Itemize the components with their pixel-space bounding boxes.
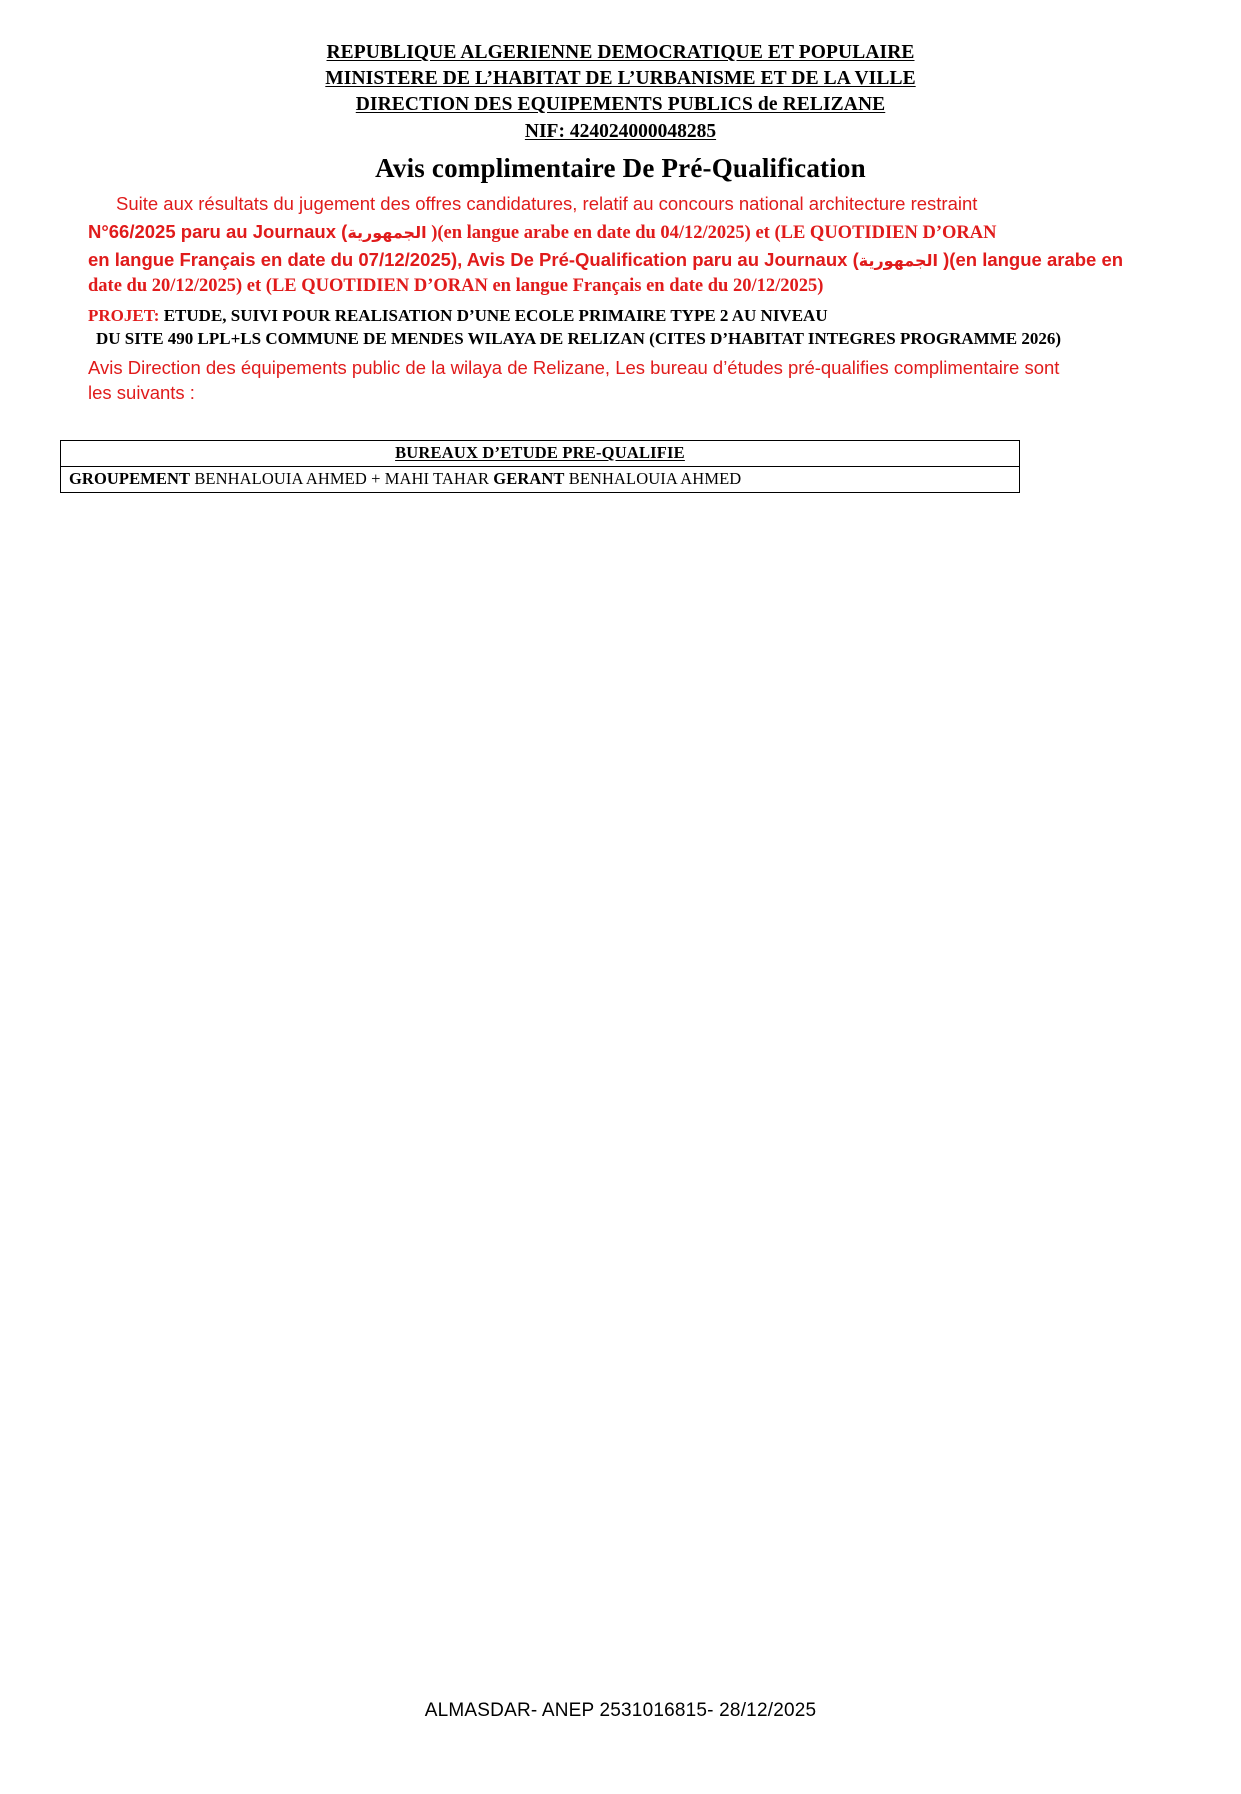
notice-part-1: N°66/2025 paru au Journaux (: [88, 221, 348, 243]
document-page: [0, 40, 1241, 1794]
table-row: [61, 466, 1020, 492]
qualified-offices-table: [60, 440, 1020, 493]
closing-line-1: Avis Direction des équipements public de la wilaya de Relizane, Les bureau d’études pré-qualifies complimentaire sont: [88, 356, 1060, 378]
project-paragraph: [88, 304, 1153, 351]
notice-part-4: )(en langue arabe en: [938, 248, 1124, 270]
qualified-offices-table-wrapper: [60, 440, 1153, 493]
document-header: [0, 40, 1241, 186]
document-body: [88, 192, 1153, 405]
project-label: PROJET:: [88, 305, 160, 325]
header-line-republic: REPUBLIQUE ALGERIENNE DEMOCRATIQUE ET POPULAIRE: [326, 42, 915, 63]
notice-part-3: en langue Français en date du 07/12/2025), Avis De Pré-Qualification paru au Journaux (: [88, 248, 859, 270]
intro-paragraph: Suite aux résultats du jugement des offres candidatures, relatif au concours national architecture restraint: [116, 193, 978, 215]
label-groupement: GROUPEMENT: [69, 468, 191, 488]
gerant-name: BENHALOUIA AHMED: [564, 468, 742, 488]
page-title: Avis complimentaire De Pré-Qualification: [375, 153, 866, 184]
table-header-row: [61, 440, 1020, 466]
table-header-cell: BUREAUX D’ETUDE PRE-QUALIFIE: [61, 440, 1020, 466]
label-gerant: GERANT: [493, 468, 565, 488]
notice-arabic-1: الجمهورية: [347, 223, 427, 243]
header-line-direction: DIRECTION DES EQUIPEMENTS PUBLICS de RELIZANE: [355, 93, 886, 115]
project-line-1: ETUDE, SUIVI POUR REALISATION D’UNE ECOLE PRIMAIRE TYPE 2 AU NIVEAU: [159, 305, 828, 325]
header-line-ministry: MINISTERE DE L’HABITAT DE L’URBANISME ET DE LA VILLE: [325, 67, 916, 89]
notice-paragraph: [88, 219, 1153, 300]
document-footer: ALMASDAR- ANEP 2531016815- 28/12/2025: [424, 1700, 817, 1721]
header-nif: NIF: 424024000048285: [524, 120, 717, 142]
project-line-2: DU SITE 490 LPL+LS COMMUNE DE MENDES WILAYA DE RELIZAN (CITES D’HABITAT INTEGRES PROGRAMME 2026): [96, 329, 1061, 349]
notice-part-5: date du 20/12/2025) et (LE QUOTIDIEN D’ORAN en langue Français en date du 20/12/2025): [88, 276, 824, 297]
closing-line-2: les suivants :: [88, 382, 195, 404]
table-cell-office: [61, 466, 1020, 492]
notice-part-2: )(en langue arabe en date du 04/12/2025) et (LE QUOTIDIEN D’ORAN: [426, 223, 997, 244]
closing-paragraph: [88, 355, 1153, 406]
office-names: BENHALOUIA AHMED + MAHI TAHAR: [190, 468, 494, 488]
notice-arabic-2: الجمهورية: [858, 250, 938, 270]
